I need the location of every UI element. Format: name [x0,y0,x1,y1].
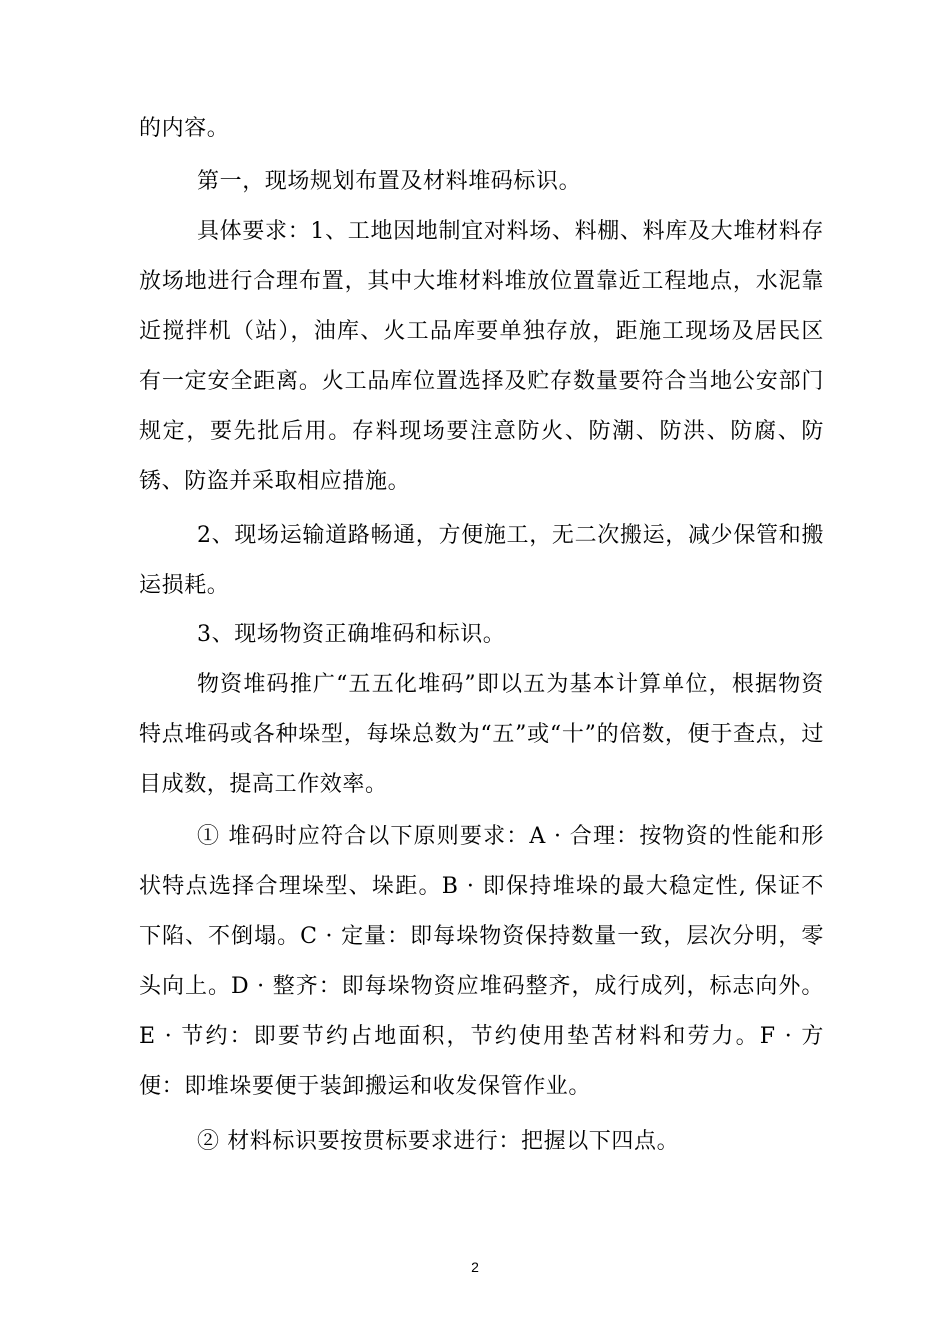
paragraph-requirement-1: 具体要求：1、工地因地制宜对料场、料棚、料库及大堆材料存放场地进行合理布置，其中大堆材料堆放位置靠近工程地点，水泥靠近搅拌机（站），油库、火工品库要单独存放，距施工现场及居民区有一定安全距离。火工品库位置选择及贮存数量要符合当地公安部门规定，要先批后用。存料现场要注意防火、防潮、防洪、防腐、防锈、防盗并采取相应措施。 [139,219,824,494]
paragraph-five-five-stacking: 物资堆码推广“五五化堆码”即以五为基本计算单位，根据物资特点堆码或各种垛型，每垛总数为“五”或“十”的倍数，便于查点，过目成数，提高工作效率。 [139,672,824,797]
paragraph-material-labeling: ② 材料标识要按贯标要求进行：把握以下四点。 [197,1129,680,1154]
paragraph-continuation: 的内容。 [139,116,230,141]
section-heading-site-planning: 第一，现场规划布置及材料堆码标识。 [197,169,582,194]
page-number: 2 [471,1259,479,1275]
paragraph-requirement-2: 2、现场运输道路畅通，方便施工，无二次搬运，减少保管和搬运损耗。 [139,523,824,598]
paragraph-stacking-principles: ① 堆码时应符合以下原则要求：A · 合理：按物资的性能和形状特点选择合理垛型、垛距。B · 即保持堆垛的最大稳定性, 保证不下陷、不倒塌。C · 定量：即每垛物资保持数量一致，层次分明，零头向上。D · 整齐：即每垛物资应堆码整齐，成行成列，标志向外。E · 节约：即要节约占地面积，节约使用垫苫材料和劳力。F · 方便：即堆垛要便于装卸搬运和收发保管作业。 [139,824,824,1099]
paragraph-requirement-3: 3、现场物资正确堆码和标识。 [197,622,506,647]
